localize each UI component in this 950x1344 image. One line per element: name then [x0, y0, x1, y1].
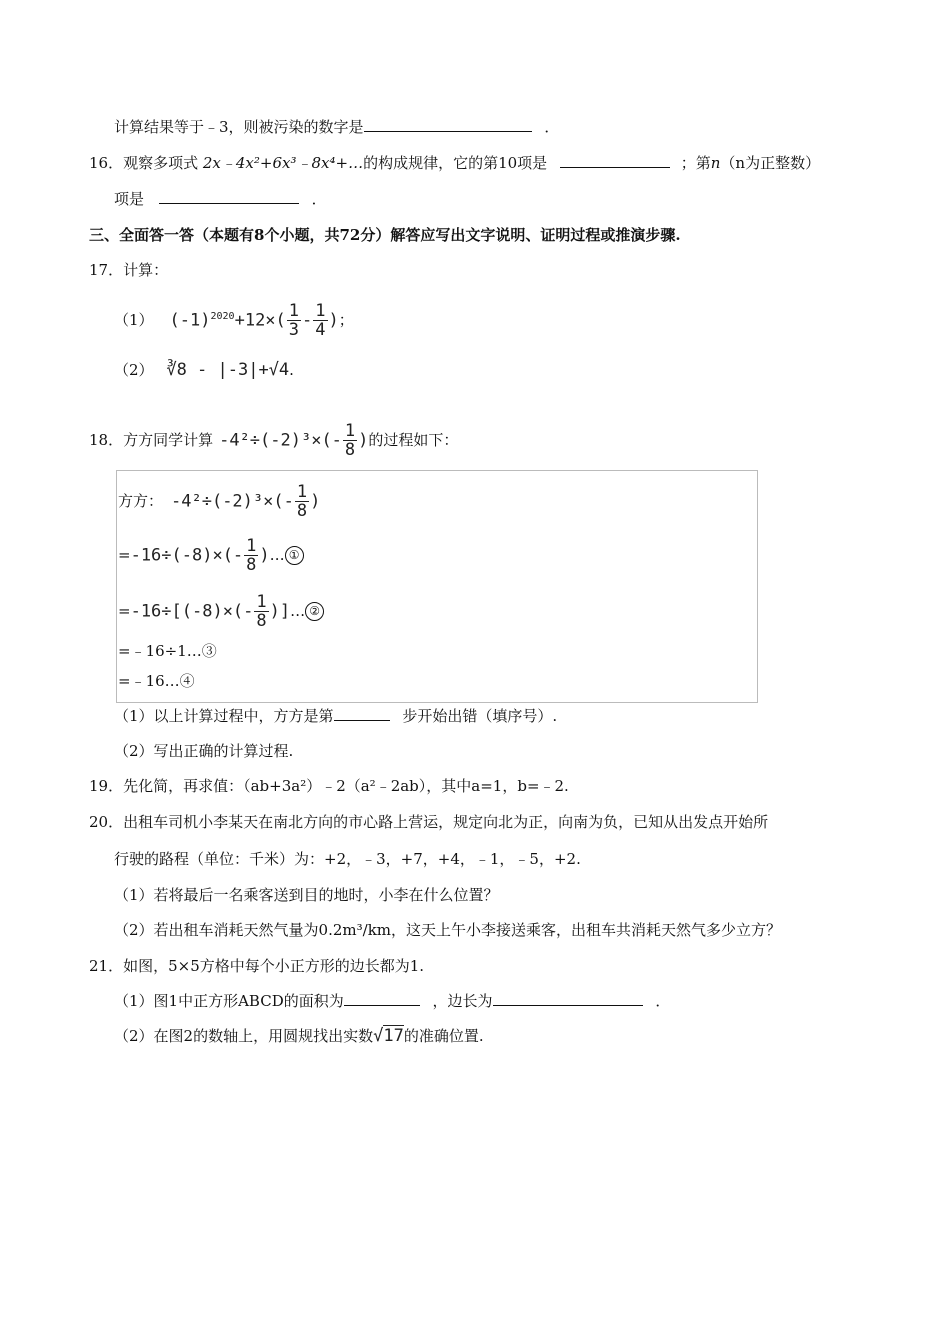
- q16-blank-nth[interactable]: [159, 189, 299, 204]
- q18-solution-box: [116, 470, 758, 703]
- q19-line: 19．先化简，再求值：（ab+3a²）﹣2（a²﹣2ab），其中a=1，b=﹣2.: [89, 777, 569, 795]
- section-3-heading: 三、全面答一答（本题有8个小题，共72分）解答应写出文字说明、证明过程或推演步骤.: [89, 226, 681, 244]
- q21-area-blank[interactable]: [344, 991, 420, 1006]
- q16-line1: 16．观察多项式 2x﹣4x²+6x³﹣8x⁴+…的构成规律，它的第10项是 ；第n（n为正整数）: [89, 154, 821, 172]
- sqrt-17: √17: [373, 1026, 404, 1046]
- q15-answer-blank[interactable]: [364, 117, 532, 132]
- q20-sub2: （2）若出租车消耗天然气量为0.2m³/km，这天上午小李接送乘客，出租车共消耗天然气多少立方？: [114, 921, 782, 939]
- step-marker-2: ②: [305, 602, 324, 621]
- q16-blank-10th[interactable]: [560, 153, 670, 168]
- q17-heading: 17．计算：: [89, 261, 169, 279]
- solution-step-3: =﹣16÷1…③: [118, 642, 217, 660]
- q18-error-step-blank[interactable]: [334, 706, 390, 721]
- q18-sub1: （1）以上计算过程中，方方是第 步开始出错（填序号）.: [114, 707, 558, 725]
- solution-step-0: 方方： -4²÷(-2)³×(- $\frac{1}{8}$ ): [118, 481, 321, 521]
- solution-step-2: = -16÷[(-8)×(- $\frac{1}{8}$ )] … ②: [118, 591, 324, 631]
- q21-sub1: （1）图1中正方形ABCD的面积为 ，边长为 ．: [114, 992, 671, 1010]
- solution-step-4: =﹣16…④: [118, 672, 195, 690]
- fraction-one-eighth: $\frac{1}{8}$: [344, 420, 356, 460]
- q21-side-blank[interactable]: [493, 991, 643, 1006]
- q15-line: 计算结果等于﹣3，则被污染的数字是 ．: [114, 118, 560, 136]
- q21-sub2: （2）在图2的数轴上，用圆规找出实数√17的准确位置.: [114, 1026, 484, 1046]
- q20-sub1: （1）若将最后一名乘客送到目的地时，小李在什么位置？: [114, 886, 499, 904]
- fraction-one-fourth: $\frac{1}{4}$: [315, 300, 326, 340]
- q18-heading: 18．方方同学计算 -4²÷(-2)³×(- $\frac{1}{8}$ ) 的过程如下：: [89, 420, 459, 460]
- q17-part1: （1） $(-1)^{2020}+12\times$( $\frac{1}{3}$ - $\frac{1}{4}$ ) ；: [114, 300, 354, 340]
- q20-line1: 20．出租车司机小李某天在南北方向的市心路上营运，规定向北为正，向南为负，已知从出发点开始所: [89, 813, 769, 831]
- step-marker-1: ①: [285, 546, 304, 565]
- q20-line2: 行驶的路程（单位：千米）为：+2，﹣3，+7，+4，﹣1，﹣5，+2.: [114, 850, 581, 868]
- solution-step-1: = -16÷(-8)×(- $\frac{1}{8}$ ) … ①: [118, 535, 304, 575]
- fraction-one-third: $\frac{1}{3}$: [288, 300, 300, 340]
- q17-part2: （2） ∛8 - |-3|+√4.: [114, 360, 294, 380]
- q16-line2: 项是 ．: [114, 190, 327, 208]
- q18-sub2: （2）写出正确的计算过程.: [114, 742, 294, 760]
- q21-line1: 21．如图，5×5方格中每个小正方形的边长都为1.: [89, 957, 425, 975]
